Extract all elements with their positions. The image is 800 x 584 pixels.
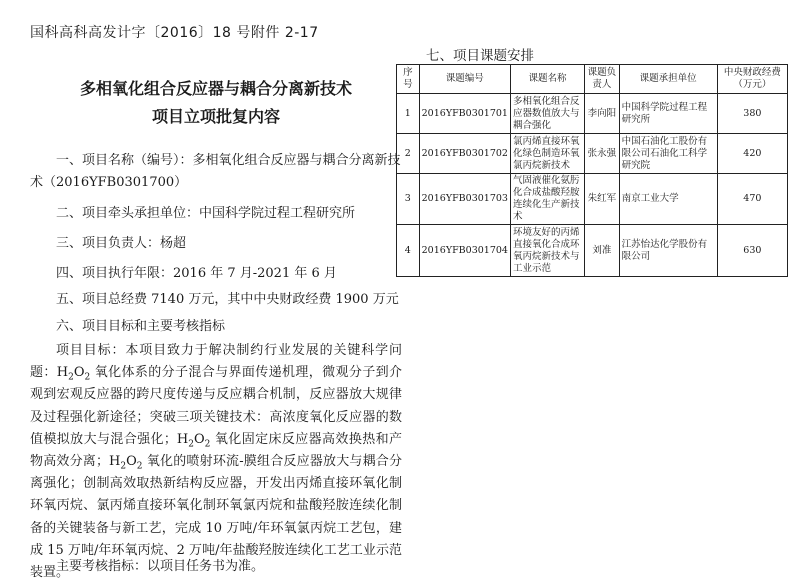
item-project-leader: 三、项目负责人：杨超 — [56, 236, 187, 251]
cell-name: 气固液催化氨肟化合成盐酸羟胺连续化生产新技术 — [510, 174, 584, 225]
cell-unit: 中国石油化工股份有限公司石油化工科学研究院 — [619, 134, 717, 174]
cell-unit: 中国科学院过程工程研究所 — [619, 94, 717, 134]
cell-name: 多相氧化组合反应器数值放大与耦合强化 — [510, 94, 584, 134]
document-number: 国科高科高发计字〔2016〕18 号附件 2-17 — [30, 25, 319, 41]
cell-code: 2016YFB0301703 — [419, 174, 510, 225]
header-cell: 课题负责人 — [585, 65, 620, 94]
item-project-name: 一、项目名称（编号）：多相氧化组合反应器与耦合分离新技术（2016YFB0301700） — [30, 153, 401, 190]
cell-unit: 南京工业大学 — [619, 174, 717, 225]
document-subtitle: 项目立项批复内容 — [151, 107, 280, 126]
header-cell: 序号 — [397, 65, 420, 94]
cell-leader: 李向阳 — [585, 94, 620, 134]
item-goals-heading: 六、项目目标和主要考核指标 — [56, 319, 226, 334]
table-row — [397, 94, 788, 134]
document-title: 多相氧化组合反应器与耦合分离新技术 — [79, 79, 352, 98]
cell-name: 环境友好的丙烯直接氧化合成环氧丙烷新技术与工业示范 — [510, 225, 584, 277]
item-total-funding: 五、项目总经费 7140 万元，其中中央财政经费 1900 万元 — [56, 292, 399, 307]
cell-fund: 630 — [717, 225, 787, 277]
cell-no: 4 — [397, 225, 420, 277]
cell-no: 3 — [397, 174, 420, 225]
cell-code: 2016YFB0301704 — [419, 225, 510, 277]
section-seven-title: 七、项目课题安排 — [426, 48, 534, 64]
header-cell: 课题编号 — [419, 65, 510, 94]
cell-fund: 420 — [717, 134, 787, 174]
item-execution-period: 四、项目执行年限：2016 年 7 月-2021 年 6 月 — [56, 266, 337, 281]
subject-table — [396, 64, 788, 277]
table-header-row — [397, 65, 788, 94]
table-row — [397, 134, 788, 174]
project-goal-paragraph: 项目目标：本项目致力于解决制约行业发展的关键科学问题：$H_2O_2$ 氧化体系的分子混合与界面传递机理，微观分子到介观到宏观反应器的跨尺度传递与反应耦合机制，反应器放大规律及过程强化新途径；突破三项关键技术：高浓度氧化反应器的数值模拟放大与混合强化；$H_2O_2$ 氧化固定床反应器高效换热和产物高效分离；$H_2O_2$ 氧化的喷射环流-膜组合反应器放大与耦合分离强化；创制高效取热新结构反应器，开发出丙烯直接环氧化制环氧丙烷、氯丙烯直接环氧化制环氧氯丙烷和盐酸羟胺连续化制备的关键装备与新工艺，完成 10 万吨/年环氧氯丙烷工艺包，建成 15 万吨/年环氧丙烷、2 万吨/年盐酸羟胺连续化工艺工业示范装置。 — [30, 343, 402, 581]
item-lead-unit: 二、项目牵头承担单位：中国科学院过程工程研究所 — [56, 206, 356, 221]
main-requirements: 主要考核指标：以项目任务书为准。 — [56, 559, 265, 574]
cell-no: 1 — [397, 94, 420, 134]
cell-unit: 江苏怡达化学股份有限公司 — [619, 225, 717, 277]
cell-code: 2016YFB0301702 — [419, 134, 510, 174]
cell-name: 氯丙烯直接环氧化绿色制造环氧氯丙烷新技术 — [510, 134, 584, 174]
header-cell: 课题名称 — [510, 65, 584, 94]
header-cell: 中央财政经费（万元） — [717, 65, 787, 94]
header-cell: 课题承担单位 — [619, 65, 717, 94]
cell-fund: 470 — [717, 174, 787, 225]
cell-leader: 刘准 — [585, 225, 620, 277]
cell-fund: 380 — [717, 94, 787, 134]
cell-code: 2016YFB0301701 — [419, 94, 510, 134]
cell-no: 2 — [397, 134, 420, 174]
cell-leader: 张永强 — [585, 134, 620, 174]
cell-leader: 朱红军 — [585, 174, 620, 225]
table-row — [397, 174, 788, 225]
table-row — [397, 225, 788, 277]
